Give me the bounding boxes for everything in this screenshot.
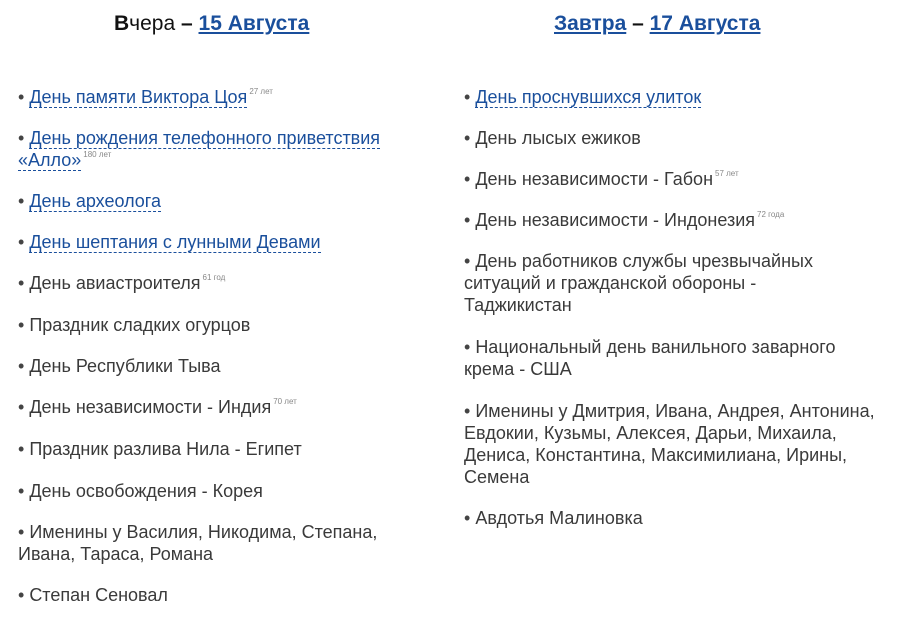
yesterday-heading-dash: – — [175, 12, 199, 35]
age-note: 70 лет — [273, 397, 297, 406]
holiday-text: Праздник сладких огурцов — [29, 315, 251, 335]
bullet: • — [18, 356, 25, 376]
holiday-link[interactable]: День археолога — [29, 191, 161, 211]
list-item — [18, 396, 418, 418]
yesterday-date-link[interactable]: 15 Августа — [198, 12, 310, 35]
tomorrow-heading — [554, 12, 760, 42]
holiday-text: Именины у Василия, Никодима, Степана, Ивана, Тараса, Романа — [18, 522, 378, 564]
bullet: • — [18, 191, 25, 211]
bullet: • — [464, 210, 471, 230]
bullet: • — [18, 128, 25, 148]
age-note: 72 года — [757, 210, 785, 219]
list-item — [464, 127, 884, 149]
list-item — [464, 400, 884, 488]
yesterday-heading — [114, 12, 309, 42]
bullet: • — [18, 481, 25, 501]
age-note: 57 лет — [715, 169, 739, 178]
holiday-text: День лысых ежиков — [475, 128, 641, 148]
list-item — [18, 521, 418, 565]
tomorrow-heading-dash: – — [626, 12, 650, 35]
bullet: • — [18, 273, 25, 293]
tomorrow-link[interactable]: Завтра — [554, 12, 627, 35]
holiday-link[interactable]: День рождения телефонного приветствия «Алло» — [18, 128, 381, 170]
holiday-text: День Республики Тыва — [29, 356, 221, 376]
holiday-text: Национальный день ванильного заварного крема - США — [464, 337, 836, 379]
age-note: 27 лет — [249, 87, 273, 96]
holiday-text: День независимости - Габон — [475, 169, 714, 189]
list-item — [18, 127, 418, 171]
bullet: • — [464, 337, 471, 357]
holiday-link[interactable]: День шептания с лунными Девами — [29, 232, 321, 252]
list-item — [464, 86, 884, 108]
bullet: • — [464, 251, 471, 271]
yesterday-heading-first-letter: В — [114, 12, 130, 35]
bullet: • — [464, 401, 471, 421]
list-item — [18, 480, 418, 502]
list-item — [18, 314, 418, 336]
list-item — [464, 336, 879, 380]
age-note: 180 лет — [83, 150, 112, 159]
list-item — [18, 231, 418, 253]
holiday-text: Именины у Дмитрия, Ивана, Андрея, Антонина, Евдокии, Кузьмы, Алексея, Дарьи, Михаила, Дениса, Константина, Максимилиана, Ирины, Семена — [464, 401, 875, 487]
bullet: • — [18, 522, 25, 542]
holiday-link[interactable]: День проснувшихся улиток — [475, 87, 702, 107]
list-item — [464, 209, 884, 231]
list-item — [18, 438, 418, 460]
yesterday-heading-rest: чера — [129, 12, 176, 35]
bullet: • — [18, 315, 25, 335]
list-item — [464, 507, 884, 529]
bullet: • — [18, 585, 25, 605]
bullet: • — [464, 508, 471, 528]
bullet: • — [464, 128, 471, 148]
list-item — [464, 250, 864, 316]
holiday-link[interactable]: День памяти Виктора Цоя — [29, 87, 248, 107]
holiday-text: День авиастроителя — [29, 273, 201, 293]
list-item — [464, 168, 884, 190]
list-item — [18, 355, 418, 377]
holiday-text: День независимости - Индия — [29, 397, 272, 417]
holiday-text: День работников службы чрезвычайных ситуаций и гражданской обороны - Таджикистан — [464, 251, 813, 315]
bullet: • — [464, 169, 471, 189]
age-note: 61 год — [202, 273, 226, 282]
holiday-text: Степан Сеновал — [29, 585, 168, 605]
bullet: • — [18, 397, 25, 417]
holiday-text: День освобождения - Корея — [29, 481, 263, 501]
bullet: • — [18, 439, 25, 459]
list-item — [18, 584, 418, 606]
holiday-text: Праздник разлива Нила - Египет — [29, 439, 302, 459]
bullet: • — [18, 232, 25, 252]
holiday-text: Авдотья Малиновка — [475, 508, 643, 528]
bullet: • — [464, 87, 471, 107]
tomorrow-date-link[interactable]: 17 Августа — [649, 12, 761, 35]
list-item — [18, 86, 418, 108]
list-item — [18, 190, 418, 212]
list-item — [18, 272, 418, 294]
holiday-text: День независимости - Индонезия — [475, 210, 756, 230]
bullet: • — [18, 87, 25, 107]
